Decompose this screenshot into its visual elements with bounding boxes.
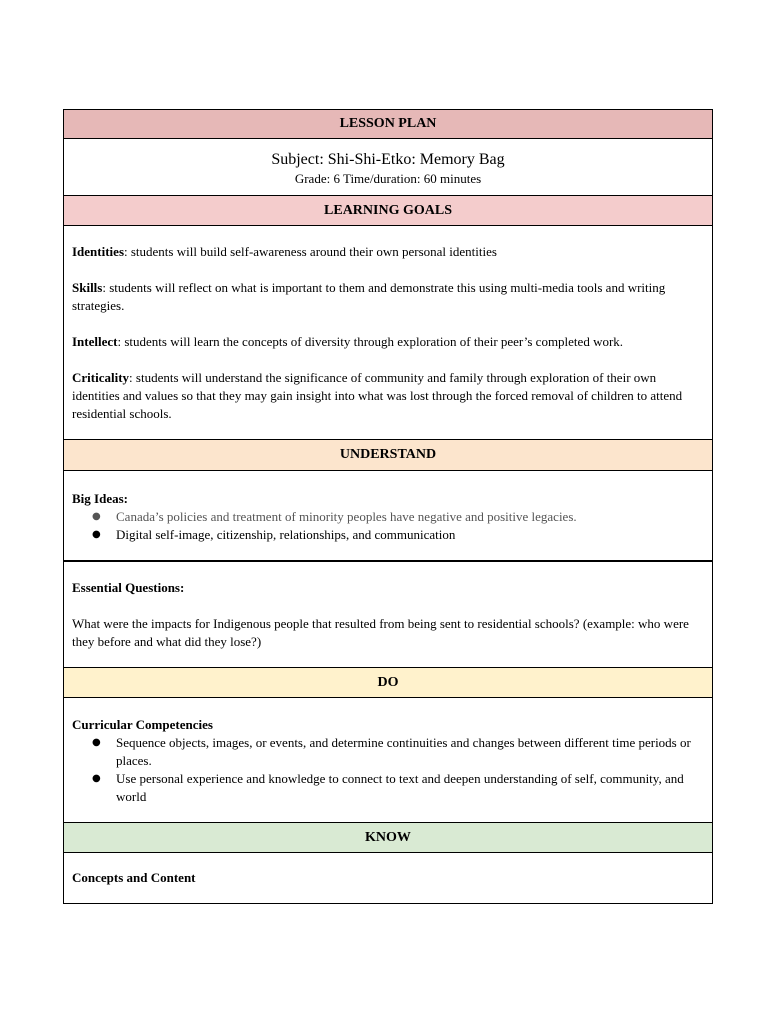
big-ideas-label: Big Ideas:: [72, 491, 128, 506]
list-item: ● Sequence objects, images, or events, and determine continuities and changes between different time periods or places.: [72, 734, 704, 770]
goal-identities: [72, 243, 704, 261]
essential-questions-cell: [64, 561, 713, 668]
big-ideas-list: [72, 508, 704, 544]
list-item: ● Use personal experience and knowledge to connect to text and deepen understanding of self, community, and world: [72, 770, 704, 806]
goal-term: Skills: [72, 280, 103, 295]
do-header: DO: [64, 668, 713, 698]
goal-text: : students will build self-awareness around their own personal identities: [124, 244, 497, 259]
subject-cell: [64, 139, 713, 196]
goal-text: : students will reflect on what is important to them and demonstrate this using multi-media tools and writing strategies.: [72, 280, 666, 313]
learning-goals-header: LEARNING GOALS: [64, 196, 713, 226]
competencies-label: Curricular Competencies: [72, 717, 213, 732]
essential-questions-label: Essential Questions:: [72, 580, 185, 595]
learning-goals-cell: [64, 226, 713, 440]
understand-header: UNDERSTAND: [64, 440, 713, 471]
goal-term: Intellect: [72, 334, 118, 349]
lesson-plan-header-row: [64, 110, 713, 139]
do-header-row: [64, 668, 713, 698]
competencies-cell: [64, 698, 713, 823]
goal-text: : students will learn the concepts of diversity through exploration of their peer’s completed work.: [117, 334, 624, 349]
goal-text: : students will understand the significance of community and family through exploration of their own identities and values so that they may gain insight into what was lost through the forced removal of children to attend residential schools.: [72, 370, 683, 421]
concepts-cell: [64, 853, 713, 904]
concepts-row: [64, 853, 713, 904]
know-header: KNOW: [64, 823, 713, 853]
goal-term: Identities: [72, 244, 124, 259]
understand-header-row: [64, 440, 713, 471]
know-header-row: [64, 823, 713, 853]
lesson-plan-header: LESSON PLAN: [64, 110, 713, 139]
competencies-list: [72, 734, 704, 806]
goal-skills: [72, 279, 704, 315]
learning-goals-header-row: [64, 196, 713, 226]
big-ideas-cell: [64, 471, 713, 562]
essential-questions-row: [64, 561, 713, 668]
competencies-row: [64, 698, 713, 823]
goal-term: Criticality: [72, 370, 130, 385]
list-item: ● Digital self-image, citizenship, relationships, and communication: [72, 526, 704, 544]
learning-goals-row: [64, 226, 713, 440]
goal-intellect: [72, 333, 704, 351]
list-item: ● Canada’s policies and treatment of minority peoples have negative and positive legacies.: [72, 508, 704, 526]
subject-row: [64, 139, 713, 196]
goal-criticality: [72, 369, 704, 423]
essential-questions-text: What were the impacts for Indigenous people that resulted from being sent to residential schools? (example: who were they before and what did they lose?): [72, 616, 689, 649]
concepts-label: Concepts and Content: [72, 870, 196, 885]
lesson-plan-table: [63, 109, 713, 904]
big-ideas-row: [64, 471, 713, 562]
subject-meta: Grade: 6 Time/duration: 60 minutes: [294, 171, 482, 186]
subject-title: Subject: Shi-Shi-Etko: Memory Bag: [271, 151, 505, 168]
